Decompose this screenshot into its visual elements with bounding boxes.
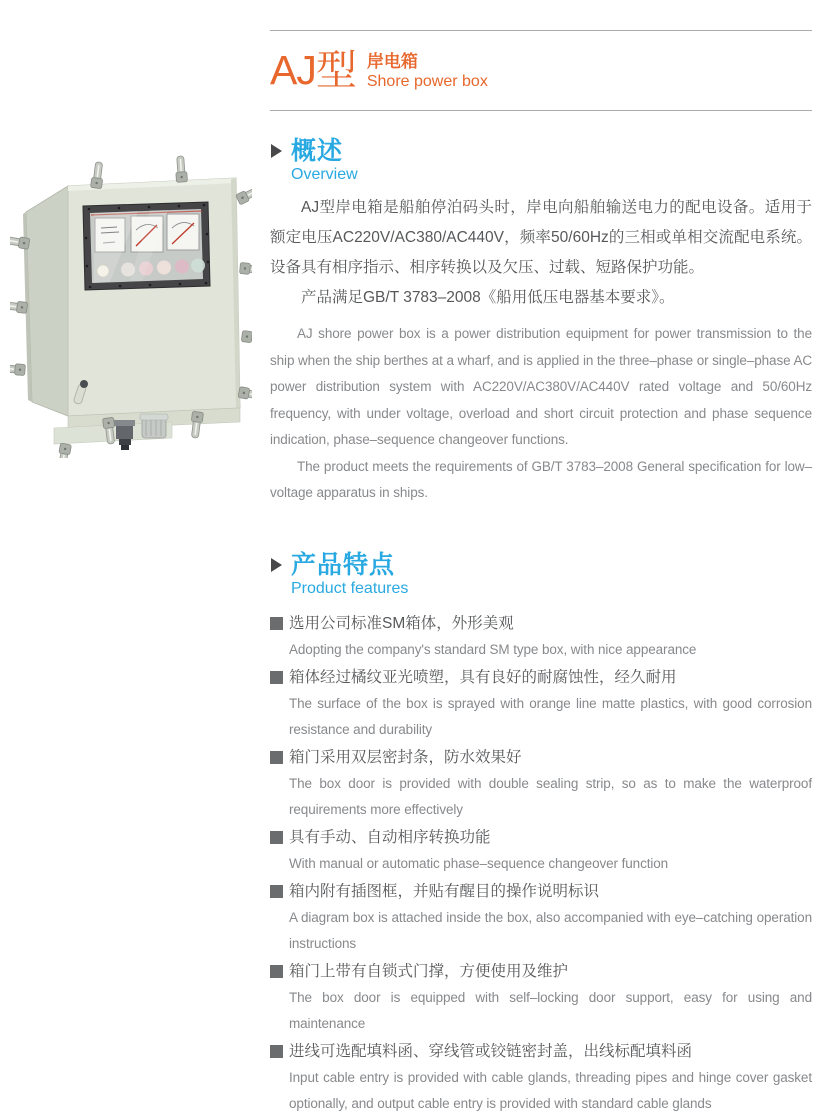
overview-section xyxy=(270,137,812,507)
feature-item xyxy=(270,1039,812,1117)
feature-item xyxy=(270,745,812,823)
feature-text-en: The surface of the box is sprayed with orange line matte plastics, with good corrosion resistance and durability xyxy=(289,695,812,737)
feature-text-zh: 具有手动、自动相序转换功能 xyxy=(289,828,491,846)
top-divider xyxy=(270,30,812,31)
content-column xyxy=(270,0,812,1118)
feature-bullet-icon xyxy=(270,831,283,844)
title-divider xyxy=(270,110,812,111)
overview-paragraph-en: The product meets the requirements of GB/T 3783–2008 General specification for low–voltage apparatus in ships. xyxy=(270,458,812,500)
section-marker-icon xyxy=(271,144,282,158)
features-heading-zh: 产品特点 xyxy=(291,550,396,579)
feature-text-zh: 箱门上带有自锁式门撑，方便使用及维护 xyxy=(289,962,569,980)
feature-bullet-icon xyxy=(270,965,283,978)
section-marker-icon xyxy=(271,558,282,572)
feature-text-zh: 箱体经过橘纹亚光喷塑，具有良好的耐腐蚀性，经久耐用 xyxy=(289,668,677,686)
product-title-en: Shore power box xyxy=(366,72,488,90)
features-heading xyxy=(270,551,812,599)
feature-text-en: With manual or automatic phase–sequence changeover function xyxy=(289,855,669,871)
overview-paragraph-en: AJ shore power box is a power distribution equipment for power transmission to the ship when the ship berthes at a wharf, and is applied in the three–phase or single–phase AC power distribution system with AC220V/AC380V/AC440V rated voltage and 50/60Hz frequency, with under voltage, overload and short circuit protection and phase sequence indication, phase–sequence changeover functions. xyxy=(270,326,812,447)
feature-text-zh: 箱内附有插图框，并贴有醒目的操作说明标识 xyxy=(289,882,600,900)
feature-item xyxy=(270,611,812,663)
feature-text-en: A diagram box is attached inside the box, also accompanied with eye–catching operation instructions xyxy=(289,909,812,951)
feature-item xyxy=(270,665,812,743)
feature-list xyxy=(270,611,812,1117)
feature-item xyxy=(270,879,812,957)
feature-text-zh: 箱门采用双层密封条，防水效果好 xyxy=(289,748,522,766)
feature-text-en: Adopting the company's standard SM type box, with nice appearance xyxy=(289,641,697,657)
feature-text-zh: 进线可选配填料函、穿线管或铰链密封盖，出线标配填料函 xyxy=(289,1042,693,1060)
overview-paragraph-zh: 产品满足GB/T 3783–2008《船用低压电器基本要求》。 xyxy=(301,289,675,306)
features-section xyxy=(270,551,812,1117)
feature-bullet-icon xyxy=(270,1045,283,1058)
overview-heading-en: Overview xyxy=(291,166,358,183)
product-title-block xyxy=(270,45,812,95)
product-model: AJ型 xyxy=(270,46,356,93)
feature-text-en: The box door is equipped with self–locking door support, easy for using and maintenance xyxy=(289,989,812,1031)
shore-power-box-illustration xyxy=(10,148,252,458)
feature-item xyxy=(270,959,812,1037)
feature-bullet-icon xyxy=(270,617,283,630)
overview-paragraph-zh: AJ型岸电箱是船舶停泊码头时，岸电向船舶输送电力的配电设备。适用于额定电压AC220V/AC380/AC440V，频率50/60Hz的三相或单相交流配电系统。设备具有相序指示、相序转换以及欠压、过载、短路保护功能。 xyxy=(270,199,812,276)
feature-item xyxy=(270,825,812,877)
feature-bullet-icon xyxy=(270,671,283,684)
feature-text-en: Input cable entry is provided with cable glands, threading pipes and hinge cover gasket optionally, and output cable entry is provided with standard cable glands xyxy=(289,1069,812,1111)
feature-text-en: The box door is provided with double sealing strip, so as to make the waterproof requirements more effectively xyxy=(289,775,812,817)
features-heading-en: Product features xyxy=(291,579,409,597)
feature-text-zh: 选用公司标准SM箱体，外形美观 xyxy=(289,614,514,632)
feature-bullet-icon xyxy=(270,751,283,764)
feature-bullet-icon xyxy=(270,885,283,898)
product-photo xyxy=(10,148,252,458)
product-title-zh: 岸电箱 xyxy=(366,51,418,71)
overview-heading xyxy=(270,137,812,185)
overview-heading-zh: 概述 xyxy=(291,137,344,165)
